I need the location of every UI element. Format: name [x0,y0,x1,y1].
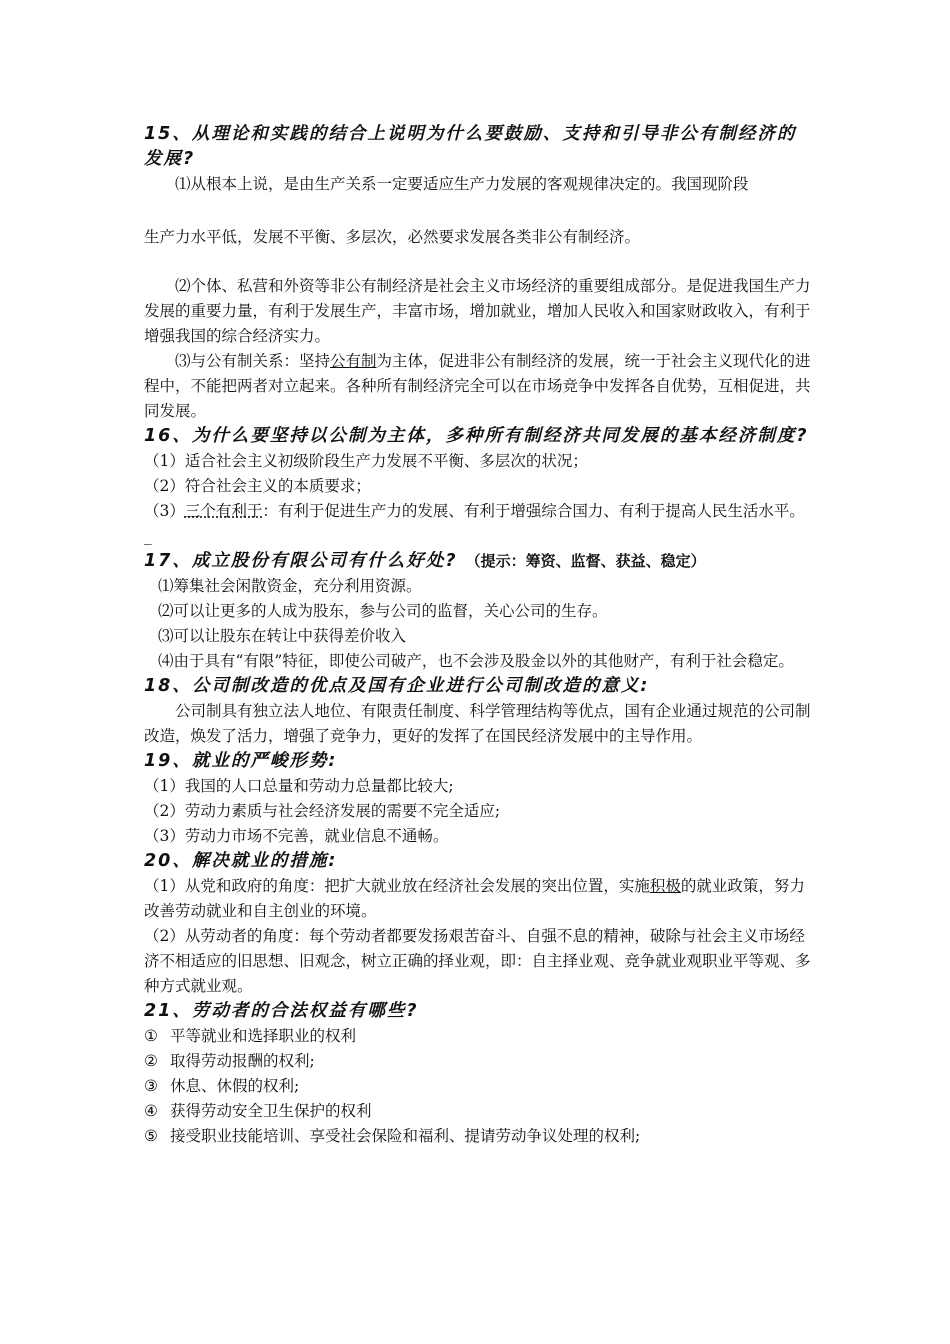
q19-item-3: （3）劳动力市场不完善，就业信息不通畅。 [144,827,449,845]
q21-item-2 [144,1049,812,1074]
q21-item-3-text: 休息、休假的权利; [170,1077,300,1095]
q15-paragraph-2: ⑵个体、私营和外资等非公有制经济是社会主义市场经济的重要组成部分。是促进我国生产力发展的重要力量，有利于发展生产，丰富市场，增加就业，增加人民收入和国家财政收入，有利于增强我国的综合经济实力。 [144,277,811,345]
q21-item-1-number: ① [144,1027,158,1045]
q18-paragraph-1: 公司制具有独立法人地位、有限责任制度、科学管理结构等优点，国有企业通过规范的公司制改造，焕发了活力，增强了竞争力，更好的发挥了在国民经济发展中的主导作用。 [144,702,811,745]
q21-item-1-text: 平等就业和选择职业的权利 [170,1027,357,1045]
q17-item-4 [144,649,812,674]
q17-hint: （提示：筹资、监督、获益、稳定） [465,552,706,570]
q21-item-3-number: ③ [144,1077,158,1095]
q21-item-4 [144,1099,812,1124]
q20-item-2: （2）从劳动者的角度：每个劳动者都要发扬艰苦奋斗、自强不息的精神，破除与社会主义市场经济不相适应的旧思想、旧观念，树立正确的择业观，即：自主择业观、竞争就业观职业平等观、多种方式就业观。 [144,927,811,995]
q21-item-5 [144,1124,812,1149]
spacer [144,197,812,225]
q21-item-2-number: ② [144,1052,158,1070]
q20-heading: 20、解决就业的措施: [144,851,338,871]
q17-heading-text: 17、成立股份有限公司有什么好处? [144,551,458,571]
q21-item-5-text: 接受职业技能培训、享受社会保险和福利、提请劳动争议处理的权利; [170,1127,641,1145]
q21-heading: 21、劳动者的合法权益有哪些? [144,1001,419,1021]
q17-item-2: ⑵可以让更多的人成为股东，参与公司的监督，关心公司的生存。 [158,602,608,620]
q15-p3-underlined: 公有制 [330,352,377,370]
q16-i3-post: ：有利于促进生产力的发展、有利于增强综合国力、有利于提高人民生活水平。_ [144,502,805,545]
q15-heading: 15、从理论和实践的结合上说明为什么要鼓励、支持和引导非公有制经济的发展? [144,124,797,169]
q21-item-5-number: ⑤ [144,1127,158,1145]
q21-item-1 [144,1024,812,1049]
q16-heading: 16、为什么要坚持以公制为主体，多种所有制经济共同发展的基本经济制度? [144,426,809,446]
q17-heading [144,549,812,574]
q21-item-3 [144,1074,812,1099]
q17-item-4-text: ⑷由于具有“有限”特征，即使公司破产，也不会涉及股金以外的其他财产，有利于社会稳定。 [158,652,794,670]
q21-item-4-text: 获得劳动安全卫生保护的权利 [170,1102,372,1120]
q20-i1-post: 的就业政策，努力改善劳动就业和自主创业的环境。 [144,877,805,920]
q18-heading: 18、公司制改造的优点及国有企业进行公司制改造的意义: [144,676,650,696]
q21-item-4-number: ④ [144,1102,158,1120]
q16-i3-underlined: 三个有利于 [184,502,263,520]
q15-paragraph-1b: 生产力水平低，发展不平衡、多层次，必然要求发展各类非公有制经济。 [144,228,641,246]
q20-item-1 [144,874,812,924]
q16-item-2: （2）符合社会主义的本质要求； [144,477,371,495]
q16-i3-pre: （3） [144,502,185,520]
q19-item-1: （1）我国的人口总量和劳动力总量都比较大; [144,777,454,795]
q16-item-3 [144,499,812,549]
q17-item-1: ⑴筹集社会闲散资金，充分利用资源。 [158,577,422,595]
q17-item-3: ⑶可以让股东在转让中获得差价收入 [158,627,407,645]
q20-i1-underlined: 积极 [649,877,681,895]
q16-item-1: （1）适合社会主义初级阶段生产力发展不平衡、多层次的状况； [144,452,588,470]
spacer [144,250,812,274]
q21-item-2-text: 取得劳动报酬的权利; [170,1052,315,1070]
q15-paragraph-1a: ⑴从根本上说，是由生产关系一定要适应生产力发展的客观规律决定的。我国现阶段 [175,175,749,193]
q20-i1-pre: （1）从党和政府的角度：把扩大就业放在经济社会发展的突出位置，实施 [144,877,650,895]
q19-item-2: （2）劳动力素质与社会经济发展的需要不完全适应; [144,802,501,820]
document-content [144,122,812,1149]
q15-paragraph-3 [144,349,812,424]
q19-heading: 19、就业的严峻形势: [144,751,338,771]
q15-p3-pre: ⑶与公有制关系：坚持 [175,352,331,370]
q15-p3-post: 为主体，促进非公有制经济的发展，统一于社会主义现代化的进程中，不能把两者对立起来。各种所有制经济完全可以在市场竞争中发挥各自优势，互相促进，共同发展。 [144,352,811,420]
